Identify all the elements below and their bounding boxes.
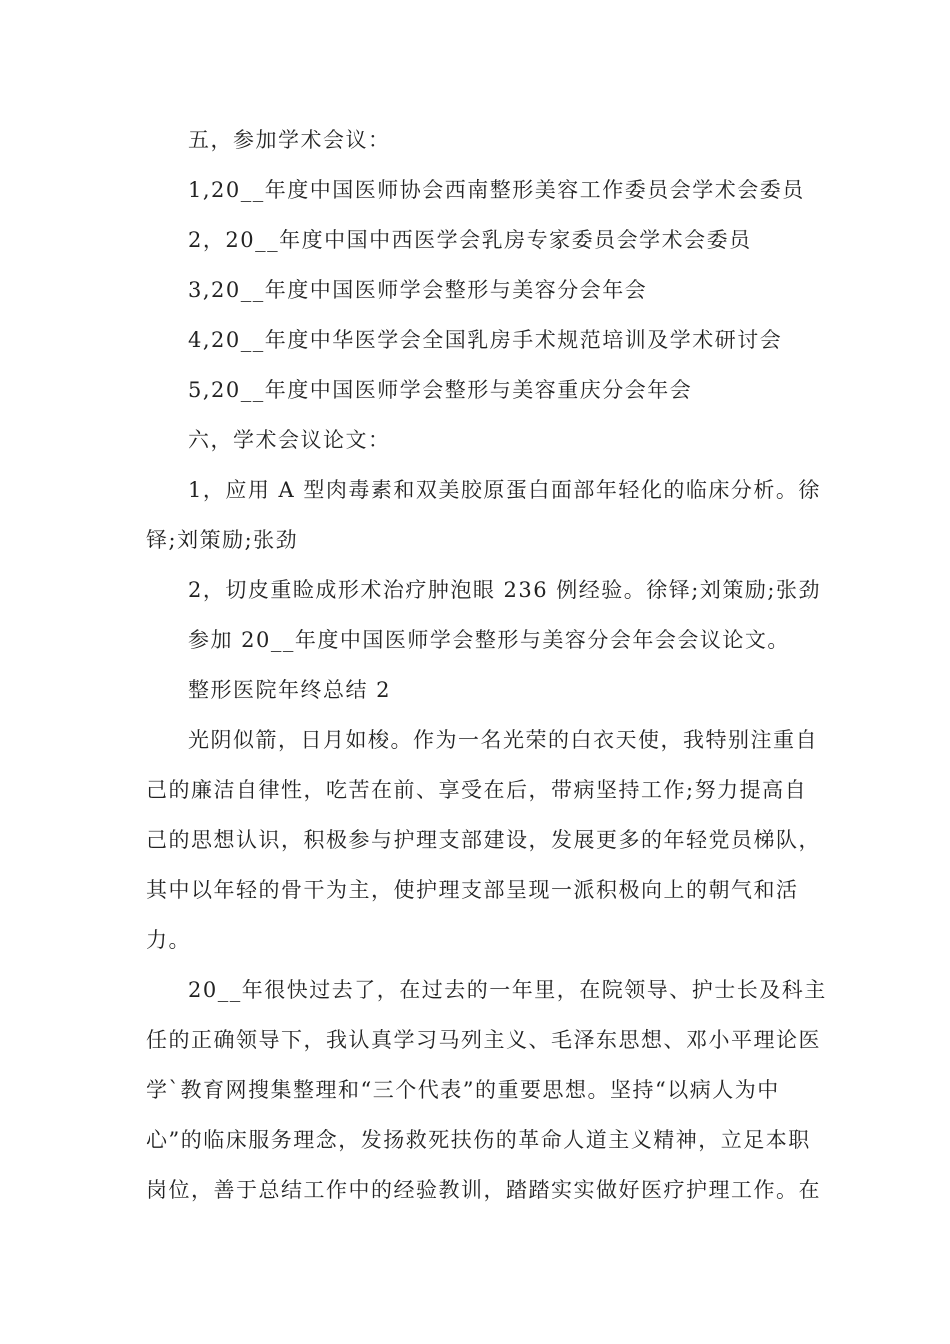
paper-note: 参加 20__年度中国医师学会整形与美容分会年会会议论文。 [188,628,790,652]
conference-item-4: 4,20__年度中华医学会全国乳房手术规范培训及学术研讨会 [188,328,783,352]
paper-item-1-continued: 铎;刘策励;张劲 [146,528,299,552]
paragraph-2-line-1: 20__年很快过去了，在过去的一年里，在院领导、护士长及科主 [188,978,827,1002]
paragraph-2-line-5: 岗位，善于总结工作中的经验教训，踏踏实实做好医疗护理工作。在 [146,1178,821,1202]
paragraph-2-line-4: 心”的临床服务理念，发扬救死扶伤的革命人道主义精神，立足本职 [146,1128,811,1152]
paragraph-1-line-5: 力。 [146,928,191,952]
conference-item-3: 3,20__年度中国医师学会整形与美容分会年会 [188,278,648,302]
paragraph-1-line-3: 己的思想认识，积极参与护理支部建设，发展更多的年轻党员梯队， [146,828,821,852]
paper-item-1: 1，应用 A 型肉毒素和双美胶原蛋白面部年轻化的临床分析。徐 [188,478,821,502]
summary-title: 整形医院年终总结 2 [188,678,392,702]
paragraph-1-line-1: 光阴似箭，日月如梭。作为一名光荣的白衣天使，我特别注重自 [188,728,818,752]
paragraph-2-line-2: 任的正确领导下，我认真学习马列主义、毛泽东思想、邓小平理论医 [146,1028,821,1052]
paper-item-2: 2，切皮重睑成形术治疗肿泡眼 236 例经验。徐铎;刘策励;张劲 [188,578,821,602]
conference-item-5: 5,20__年度中国医师学会整形与美容重庆分会年会 [188,378,693,402]
section-heading-academic-conferences: 五，参加学术会议： [188,128,391,152]
paragraph-2-line-3: 学`教育网搜集整理和“三个代表”的重要思想。坚持“以病人为中 [146,1078,780,1102]
paragraph-1-line-4: 其中以年轻的骨干为主，使护理支部呈现一派积极向上的朝气和活 [146,878,799,902]
conference-item-2: 2，20__年度中国中西医学会乳房专家委员会学术会委员 [188,228,752,252]
section-heading-conference-papers: 六，学术会议论文： [188,428,391,452]
paragraph-1-line-2: 己的廉洁自律性，吃苦在前、享受在后，带病坚持工作;努力提高自 [146,778,808,802]
conference-item-1: 1,20__年度中国医师协会西南整形美容工作委员会学术会委员 [188,178,805,202]
